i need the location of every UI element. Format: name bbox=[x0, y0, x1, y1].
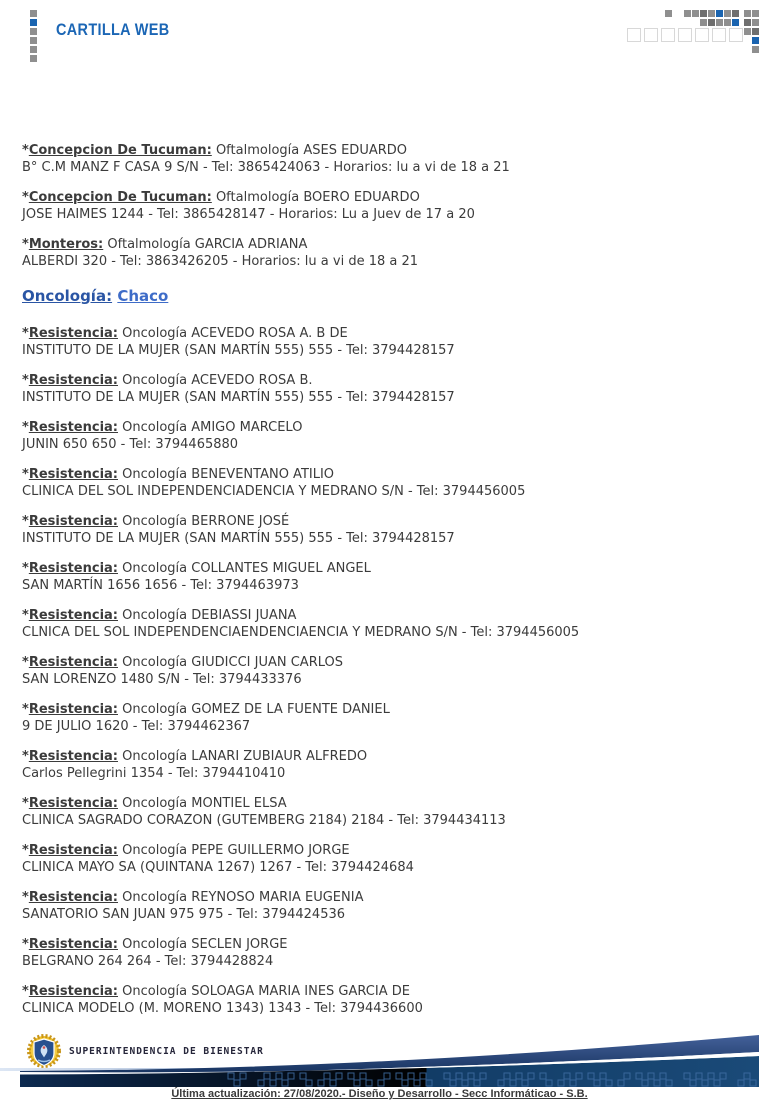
directory-entry bbox=[22, 607, 739, 641]
entry-location: Resistencia: bbox=[28, 467, 118, 482]
entry-specialty-and-doctor: Oncología GIUDICCI JUAN CARLOS bbox=[122, 655, 343, 670]
entry-location: Concepcion De Tucuman: bbox=[28, 190, 212, 205]
directory-entry bbox=[22, 189, 739, 223]
directory-entry bbox=[22, 236, 739, 270]
entry-specialty-and-doctor: Oncología SECLEN JORGE bbox=[122, 937, 288, 952]
entry-first-line bbox=[22, 326, 348, 341]
entry-bullet: * bbox=[22, 749, 29, 764]
entry-specialty-and-doctor: Oftalmología ASES EDUARDO bbox=[215, 143, 408, 158]
entry-location: Concepcion De Tucuman: bbox=[28, 143, 212, 158]
directory-entry bbox=[22, 325, 739, 359]
directory-entry bbox=[22, 983, 739, 1017]
entry-first-line bbox=[22, 420, 302, 435]
entry-location: Resistencia: bbox=[28, 608, 118, 623]
entry-details: CLINICA DEL SOL INDEPENDENCIADENCIA Y MEDRANO S/N - Tel: 3794456005 bbox=[22, 484, 526, 499]
entry-details: INSTITUTO DE LA MUJER (SAN MARTÍN 555) 555 - Tel: 3794428157 bbox=[22, 390, 455, 405]
entry-location: Resistencia: bbox=[28, 749, 118, 764]
entry-first-line bbox=[22, 843, 350, 858]
entry-specialty-and-doctor: Oncología AMIGO MARCELO bbox=[122, 420, 303, 435]
entry-bullet: * bbox=[22, 890, 29, 905]
entry-details: 9 DE JULIO 1620 - Tel: 3794462367 bbox=[22, 719, 251, 734]
entry-bullet: * bbox=[22, 467, 29, 482]
entry-first-line bbox=[22, 937, 287, 952]
entry-location: Resistencia: bbox=[28, 984, 118, 999]
directory-entry bbox=[22, 654, 739, 688]
entry-details: INSTITUTO DE LA MUJER (SAN MARTÍN 555) 555 - Tel: 3794428157 bbox=[22, 531, 455, 546]
entry-bullet: * bbox=[22, 655, 29, 670]
page-title: CARTILLA WEB bbox=[56, 20, 170, 39]
entry-first-line bbox=[22, 237, 307, 252]
entry-details: B° C.M MANZ F CASA 9 S/N - Tel: 3865424063 - Horarios: lu a vi de 18 a 21 bbox=[22, 160, 510, 175]
entry-location: Resistencia: bbox=[28, 937, 118, 952]
directory-entry bbox=[22, 795, 739, 829]
entry-location: Resistencia: bbox=[28, 890, 118, 905]
entry-bullet: * bbox=[22, 843, 29, 858]
entry-specialty-and-doctor: Oncología LANARI ZUBIAUR ALFREDO bbox=[122, 749, 368, 764]
section-heading bbox=[22, 286, 739, 306]
entry-details: SANATORIO SAN JUAN 975 975 - Tel: 3794424536 bbox=[22, 907, 346, 922]
entry-details: CLINICA MAYO SA (QUINTANA 1267) 1267 - Tel: 3794424684 bbox=[22, 860, 414, 875]
entry-specialty-and-doctor: Oncología DEBIASSI JUANA bbox=[122, 608, 297, 623]
entry-details: CLINICA SAGRADO CORAZON (GUTEMBERG 2184) 2184 - Tel: 3794434113 bbox=[22, 813, 506, 828]
entry-bullet: * bbox=[22, 608, 29, 623]
entry-specialty-and-doctor: Oncología BENEVENTANO ATILIO bbox=[122, 467, 335, 482]
entry-details: CLINICA MODELO (M. MORENO 1343) 1343 - Tel: 3794436600 bbox=[22, 1001, 423, 1016]
footer-update-text: Última actualización: 27/08/2020.- Diseño y Desarrollo - Secc Informáticao - S.B. bbox=[171, 1088, 588, 1100]
entry-bullet: * bbox=[22, 326, 29, 341]
entry-bullet: * bbox=[22, 937, 29, 952]
entry-first-line bbox=[22, 608, 296, 623]
entry-bullet: * bbox=[22, 190, 29, 205]
entry-specialty-and-doctor: Oftalmología GARCIA ADRIANA bbox=[107, 237, 308, 252]
entry-location: Resistencia: bbox=[28, 796, 118, 811]
entry-location: Resistencia: bbox=[28, 373, 118, 388]
entry-specialty-and-doctor: Oncología SOLOAGA MARIA INES GARCIA DE bbox=[122, 984, 410, 999]
directory-entry bbox=[22, 419, 739, 453]
directory-entry bbox=[22, 466, 739, 500]
entry-location: Resistencia: bbox=[28, 655, 118, 670]
entry-details: JOSE HAIMES 1244 - Tel: 3865428147 - Horarios: Lu a Juev de 17 a 20 bbox=[22, 207, 475, 222]
directory-entry bbox=[22, 142, 739, 176]
directory-entry bbox=[22, 701, 739, 735]
entry-bullet: * bbox=[22, 420, 29, 435]
entry-specialty-and-doctor: Oncología REYNOSO MARIA EUGENIA bbox=[122, 890, 364, 905]
entry-location: Resistencia: bbox=[28, 702, 118, 717]
footer-org-name: SUPERINTENDENCIA DE BIENESTAR bbox=[69, 1045, 264, 1057]
entry-location: Resistencia: bbox=[28, 561, 118, 576]
directory-entry bbox=[22, 748, 739, 782]
specialty-link[interactable]: Oncología: bbox=[22, 287, 113, 305]
entry-first-line bbox=[22, 514, 289, 529]
entry-specialty-and-doctor: Oncología PEPE GUILLERMO JORGE bbox=[122, 843, 350, 858]
entry-details: SAN LORENZO 1480 S/N - Tel: 3794433376 bbox=[22, 672, 302, 687]
entry-details: INSTITUTO DE LA MUJER (SAN MARTÍN 555) 555 - Tel: 3794428157 bbox=[22, 343, 455, 358]
directory-entry bbox=[22, 560, 739, 594]
entry-specialty-and-doctor: Oncología MONTIEL ELSA bbox=[122, 796, 287, 811]
footer-brand bbox=[26, 1032, 264, 1070]
entry-specialty-and-doctor: Oncología BERRONE JOSÉ bbox=[122, 514, 290, 529]
entry-location: Resistencia: bbox=[28, 514, 118, 529]
entry-location: Resistencia: bbox=[28, 420, 118, 435]
entry-bullet: * bbox=[22, 984, 29, 999]
header bbox=[0, 0, 759, 70]
entry-specialty-and-doctor: Oftalmología BOERO EDUARDO bbox=[215, 190, 420, 205]
entry-first-line bbox=[22, 749, 367, 764]
entry-first-line bbox=[22, 890, 363, 905]
entry-first-line bbox=[22, 373, 313, 388]
entry-first-line bbox=[22, 984, 410, 999]
entry-details: BELGRANO 264 264 - Tel: 3794428824 bbox=[22, 954, 274, 969]
entry-details: CLNICA DEL SOL INDEPENDENCIAENDENCIAENCIA Y MEDRANO S/N - Tel: 3794456005 bbox=[22, 625, 580, 640]
entry-location: Resistencia: bbox=[28, 326, 118, 341]
entry-bullet: * bbox=[22, 373, 29, 388]
entry-location: Monteros: bbox=[28, 237, 104, 252]
entry-first-line bbox=[22, 190, 420, 205]
entry-details: ALBERDI 320 - Tel: 3863426205 - Horarios: lu a vi de 18 a 21 bbox=[22, 254, 419, 269]
entry-details: SAN MARTÍN 1656 1656 - Tel: 3794463973 bbox=[22, 578, 299, 593]
directory-entry bbox=[22, 842, 739, 876]
header-left-strip-decoration bbox=[30, 10, 37, 62]
entry-location: Resistencia: bbox=[28, 843, 118, 858]
entry-bullet: * bbox=[22, 237, 29, 252]
entry-details: JUNIN 650 650 - Tel: 3794465880 bbox=[22, 437, 239, 452]
entry-specialty-and-doctor: Oncología GOMEZ DE LA FUENTE DANIEL bbox=[122, 702, 390, 717]
directory-entry bbox=[22, 372, 739, 406]
entry-first-line bbox=[22, 143, 407, 158]
footer bbox=[0, 1030, 759, 1101]
entry-first-line bbox=[22, 702, 390, 717]
entry-specialty-and-doctor: Oncología ACEVEDO ROSA A. B DE bbox=[122, 326, 348, 341]
entry-bullet: * bbox=[22, 143, 29, 158]
province-link[interactable]: Chaco bbox=[117, 287, 169, 305]
directory-entry bbox=[22, 513, 739, 547]
entry-first-line bbox=[22, 561, 371, 576]
entry-specialty-and-doctor: Oncología COLLANTES MIGUEL ANGEL bbox=[122, 561, 371, 576]
entry-details: Carlos Pellegrini 1354 - Tel: 3794410410 bbox=[22, 766, 286, 781]
entry-first-line bbox=[22, 467, 334, 482]
entry-bullet: * bbox=[22, 514, 29, 529]
entry-first-line bbox=[22, 796, 287, 811]
entry-bullet: * bbox=[22, 702, 29, 717]
directory-entry bbox=[22, 889, 739, 923]
directory-entry bbox=[22, 936, 739, 970]
entry-bullet: * bbox=[22, 796, 29, 811]
entry-first-line bbox=[22, 655, 343, 670]
superintendencia-crest-logo bbox=[26, 1032, 62, 1070]
entry-bullet: * bbox=[22, 561, 29, 576]
entry-specialty-and-doctor: Oncología ACEVEDO ROSA B. bbox=[122, 373, 313, 388]
